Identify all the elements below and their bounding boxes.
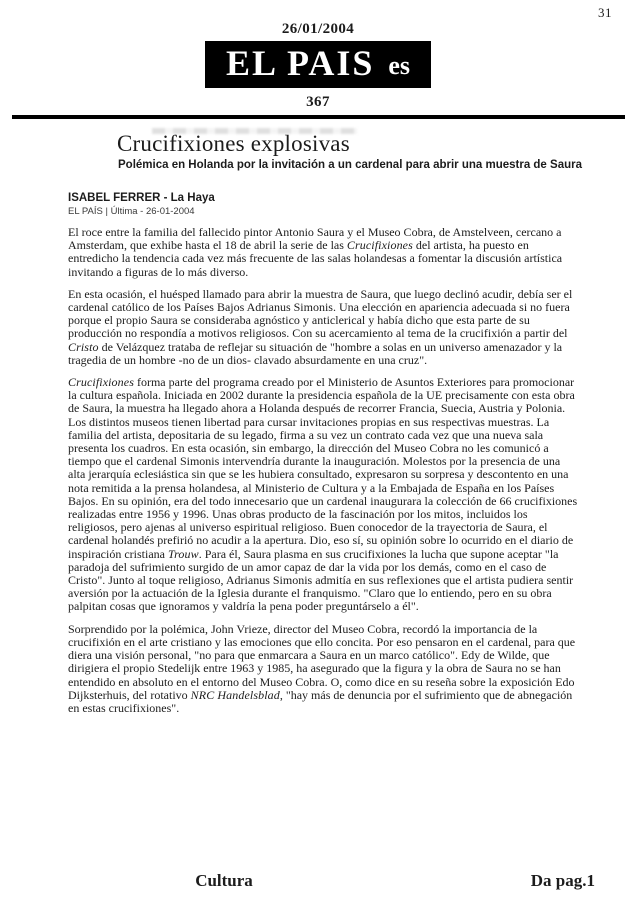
byline: ISABEL FERRER - La Haya	[68, 192, 215, 204]
article-paragraph-4: Sorprendido por la polémica, John Vrieze, director del Museo Cobra, recordó la importancia de la crucifixión en el arte cristiano y las emociones que ello concita. Por eso pensaron en el cardenal, para que diera una visión personal, "no para que enmarcara a Saura en un marco católico". Edy de Wilde, que dirigiera el propio Stedelijk entre 1963 y 1985, ha asegurado que la figura y la obra de Saura no se han entendido en absoluto en el entorno del Museo Cobra. O, como dice en su reseña sobre la exposición Edo Dijksterhuis, del rotativo NRC Handelsblad, "hay más de denuncia por el sufrimiento que de abnegación en estas crucifixiones".	[68, 621, 576, 715]
article-paragraph-3: Crucifixiones forma parte del programa creado por el Ministerio de Asuntos Exteriores para promocionar la cultura española. Iniciada en 2002 durante la presidencia española de la UE precisamente con esta obra de Saura, la muestra ha llegado ahora a Holanda después de recorrer Francia, Suecia, Austria y Polonia. Los distintos museos tienen libertad para cursar invitaciones propias en sus respectivas muestras. La familia del artista, depositaria de su legado, firma a su vez un contrato cada vez que una nueva sala presenta los cuadros. En esta ocasión, sin embargo, la dirección del Museo Cobra no les comunicó a tiempo que el cardenal Simonis intervendría durante la inauguración. Molestos por la presencia de una alta jerarquía eclesiástica sin que se les hubiera consultado, expresaron su sorpresa y descontento en una nota remitida a la prensa holandesa, al Ministerio de Cultura y a la Embajada de España en los Países Bajos. En su opinión, era del todo innecesario que un cardenal inaugurara la colección de 66 crucifixiones realizadas entre 1956 y 1996. Unas obras producto de la fascinación por los mitos, incluidos los religiosos, pero ajenas al universo espiritual religioso. Buen conocedor de la trayectoria de Saura, el cardenal holandés prefirió no acudir a la apertura. Dio, eso sí, su opinión sobre lo ocurrido en el diario de inspiración cristiana Trouw. Para él, Saura plasma en sus crucifixiones la lucha que supone aceptar "la paradoja del sufrimiento surgido de un amor capaz de dar la vida por los demás, como en el caso de Cristo". Junto al toque religioso, Adrianus Simonis admitía en sus reflexiones que el artista pudiera sentir aversión por la actuación de la Iglesia durante el franquismo. "Claro que lo entiendo, pero en su obra palpitan cosas que ignoramos y valdría la pena poder preguntárselo a él".	[68, 375, 578, 614]
elpais-logo-suffix: es	[388, 51, 411, 80]
header-rule	[12, 115, 625, 119]
elpais-logo-text: EL PAIS	[225, 43, 375, 83]
article-paragraph-1: El roce entre la familia del fallecido pintor Antonio Saura y el Museo Cobra, de Amstelveen, cercano a Amsterdam, que exhibe hasta el 18 de abril la serie de las Crucifixiones del artista, ha puesto en entredicho la tendencia cada vez más frecuente de las salas holandesas a fomentar la discusión artística invitando a figuras de lo más diverso.	[68, 225, 563, 279]
article-body	[68, 226, 578, 724]
article-paragraph-2: En esta ocasión, el huésped llamado para abrir la muestra de Saura, que luego declinó acudir, debía ser el cardenal católico de los Países Bajos Adrianus Simonis. Una elección en apariencia adecuada si no fuera porque el propio Saura se consideraba agnóstico y anticlerical y había dicho que esta parte de su producción no respondía a motivos religiosos. Con su acercamiento al tema de la crucifixión a partir del Cristo de Velázquez trataba de reflejar su situación de "hombre a solas en un universo amenazador y la tragedia de un hombre -no de un dios- clavado absurdamente en una cruz".	[68, 286, 573, 367]
masthead-date: 26/01/2004	[281, 21, 355, 37]
source-line: EL PAÍS | Última - 26-01-2004	[68, 206, 195, 217]
edition-number: 367	[306, 94, 330, 110]
article-title: Crucifixiones explosivas	[117, 131, 350, 156]
footer-section: Cultura	[195, 871, 253, 890]
elpais-logo	[205, 41, 431, 88]
article-subtitle: Polémica en Holanda por la invitación a un cardenal para abrir una muestra de Saura	[118, 159, 582, 172]
headline-block	[117, 131, 598, 173]
masthead	[0, 0, 636, 111]
page-number: 31	[598, 5, 612, 20]
byline-block	[68, 192, 576, 217]
footer-page-ref: Da pag.1	[530, 871, 595, 890]
